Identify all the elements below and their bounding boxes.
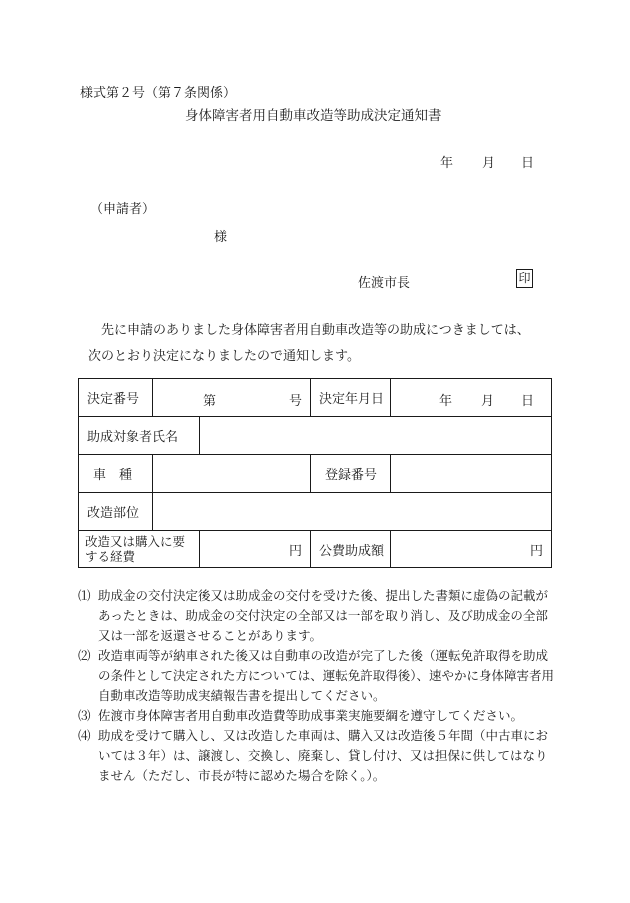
note-item bbox=[78, 586, 558, 646]
issuer-name: 佐渡市長 bbox=[358, 276, 411, 291]
recipient-name-value bbox=[200, 417, 552, 455]
body-text-line-2: 次のとおり決定になりましたので通知します。 bbox=[88, 349, 360, 364]
note-item bbox=[78, 726, 558, 786]
decision-number-suffix: 号 bbox=[288, 394, 302, 409]
table-row bbox=[79, 417, 552, 455]
subsidy-unit: 円 bbox=[391, 531, 552, 568]
body-text-line-1: 先に申請のありました身体障害者用自動車改造等の助成につきましては、 bbox=[101, 323, 530, 338]
vehicle-type-value bbox=[153, 455, 311, 493]
document-title: 身体障害者用自動車改造等助成決定通知書 bbox=[185, 108, 442, 124]
decision-date-year: 年 bbox=[439, 394, 453, 409]
note-mark: ⑴ bbox=[78, 588, 91, 603]
note-item bbox=[78, 706, 558, 726]
registration-number-label: 登録番号 bbox=[311, 455, 391, 493]
note-mark: ⑶ bbox=[78, 708, 91, 723]
recipient-name-label: 助成対象者氏名 bbox=[79, 417, 200, 455]
decision-number-cell bbox=[153, 379, 311, 417]
seal-box: 印 bbox=[516, 269, 533, 288]
vehicle-type-label: 車 種 bbox=[79, 455, 153, 493]
date-month-label: 月 bbox=[482, 156, 496, 171]
table-row bbox=[79, 455, 552, 493]
decision-number-label: 決定番号 bbox=[79, 379, 153, 417]
decision-date-month: 月 bbox=[481, 394, 495, 409]
note-mark: ⑷ bbox=[78, 728, 91, 743]
notes-list bbox=[78, 586, 558, 786]
table-row bbox=[79, 531, 552, 568]
modified-part-value bbox=[153, 493, 552, 531]
decision-date-label: 決定年月日 bbox=[311, 379, 391, 417]
decision-table bbox=[78, 378, 552, 568]
note-text: 改造車両等が納車された後又は自動車の改造が完了した後（運転免許取得を助成の条件として決定された方については、運転免許取得後）、速やかに身体障害者用自動車改造等助成実績報告書を提出してください。 bbox=[98, 648, 555, 703]
form-number: 様式第２号（第７条関係） bbox=[80, 86, 237, 101]
date-day-label: 日 bbox=[521, 156, 535, 171]
note-text: 助成金の交付決定後又は助成金の交付を受けた後、提出した書類に虚偽の記載があったときは、助成金の交付決定の全部又は一部を取り消し、及び助成金の全部又は一部を返還させることがあります。 bbox=[98, 588, 549, 643]
applicant-label: （申請者） bbox=[90, 202, 156, 217]
table-row bbox=[79, 379, 552, 417]
subsidy-label: 公費助成額 bbox=[311, 531, 391, 568]
decision-date-cell bbox=[391, 379, 552, 417]
note-text: 佐渡市身体障害者用自動車改造費等助成事業実施要綱を遵守してください。 bbox=[98, 708, 524, 723]
table-row bbox=[79, 493, 552, 531]
note-item bbox=[78, 646, 558, 706]
note-mark: ⑵ bbox=[78, 648, 91, 663]
modified-part-label: 改造部位 bbox=[79, 493, 153, 531]
note-text: 助成を受けて購入し、又は改造した車両は、購入又は改造後５年間（中古車においては３年）は、譲渡し、交換し、廃棄し、貸し付け、又は担保に供してはなりません（ただし、市長が特に認めた場合を除く。）。 bbox=[98, 728, 549, 783]
cost-label: 改造又は購入に要する経費 bbox=[79, 531, 200, 568]
decision-number-prefix: 第 bbox=[203, 394, 217, 409]
decision-date-day: 日 bbox=[521, 394, 535, 409]
date-year-label: 年 bbox=[440, 156, 454, 171]
registration-number-value bbox=[391, 455, 552, 493]
honorific: 様 bbox=[214, 230, 228, 245]
cost-unit: 円 bbox=[200, 531, 311, 568]
